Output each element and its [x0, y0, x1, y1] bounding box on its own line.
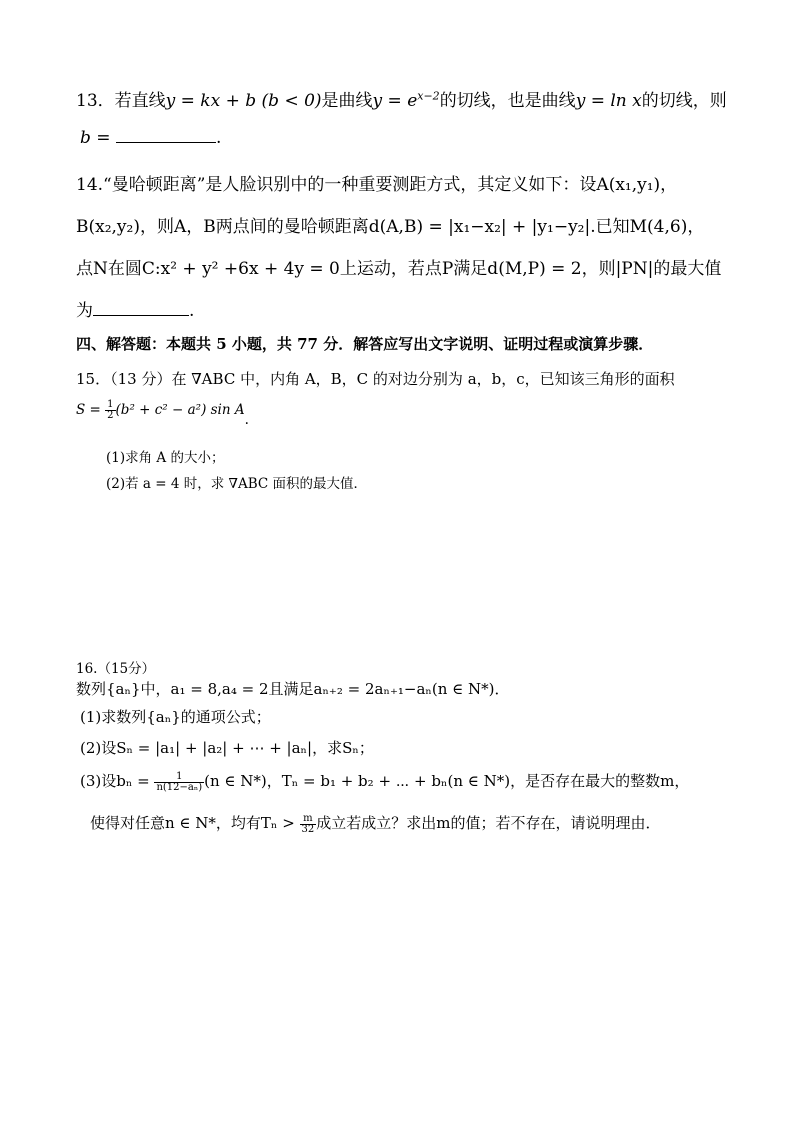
q16-part1: (1)求数列{aₙ}的通项公式； — [80, 708, 271, 726]
q16-header: 16.（15分） — [76, 661, 156, 677]
q13-line-expr: y = kx + b (b < 0) — [165, 91, 322, 111]
q14-answer-blank[interactable] — [93, 314, 189, 316]
q13-exp-sup: x−2 — [417, 89, 440, 103]
q14-line4 — [76, 296, 194, 321]
q13-line2 — [80, 128, 221, 148]
q16-part3-fraction — [154, 772, 204, 793]
q16-line1: 数列{aₙ}中，a₁ = 8,a₄ = 2且满足aₙ₊₂ = 2aₙ₊₁−aₙ(n ∈ N*)． — [76, 680, 510, 698]
q14-period: . — [189, 301, 195, 321]
q16-part3 — [80, 770, 689, 793]
q16-part3-frac-num: 1 — [154, 772, 204, 783]
q16-part3-frac-den: n(12−aₙ) — [156, 781, 203, 793]
q14-lead: 为 — [76, 301, 93, 321]
q16-part3-line2-frac-num: m — [300, 814, 317, 825]
q16-part3-line2-fraction — [300, 814, 317, 835]
q16-part3-tail: (n ∈ N*)，Tₙ = b₁ + b₂ + ⋯ + bₙ(n ∈ N*)，是否存在最大的整数m， — [204, 772, 690, 790]
q16-part3-line2-frac-den: 32 — [301, 823, 315, 835]
q13-exp-expr: y = e — [372, 91, 418, 111]
q16-part3-line2 — [90, 812, 661, 835]
q13-lead: 13．若直线 — [76, 91, 166, 111]
q15-formula — [76, 399, 249, 428]
q14-line2: B(x₂,y₂)，则A，B两点间的曼哈顿距离d(A,B) = |x₁−x₂| + |y₁−y₂|.已知M(4,6)， — [76, 217, 705, 237]
q13-period: . — [215, 128, 222, 148]
q13-mid2: 的切线，也是曲线 — [439, 91, 576, 111]
q14-line1: 14.“曼哈顿距离”是人脸识别中的一种重要测距方式，其定义如下：设A(x₁,y₁)， — [76, 175, 678, 195]
q15-formula-tail: (b² + c² − a²) sin A — [115, 402, 245, 418]
q16-part3-lead: (3)设bₙ = — [80, 772, 150, 790]
q14-line3: 点N在圆C:x² + y² +6x + 4y = 0上运动，若点P满足d(M,P) = 2，则|PN|的最大值 — [76, 259, 722, 279]
section-heading: 四、解答题：本题共 5 小题，共 77 分．解答应写出文字说明、证明过程或演算步骤． — [76, 335, 654, 353]
q16-part3-line2-tail: 成立若成立？求出m的值；若不存在，请说明理由． — [316, 814, 661, 832]
q13-line1 — [76, 86, 727, 111]
q15-line1: 15．（13 分）在 ∇ABC 中，内角 A，B，C 的对边分别为 a，b，c，已知该三角形的面积 — [76, 370, 675, 388]
q15-s-label: S = — [76, 402, 101, 418]
q13-tail: 的切线，则 — [641, 91, 727, 111]
q13-ln-expr: y = ln x — [575, 91, 642, 111]
q15-fraction — [105, 400, 115, 421]
q13-mid: 是曲线 — [321, 91, 373, 111]
q15-part2: (2)若 a = 4 时，求 ∇ABC 面积的最大值． — [106, 476, 367, 492]
q15-formula-end: . — [244, 412, 249, 428]
q15-part1: (1)求角 A 的大小； — [106, 450, 225, 466]
q15-frac-num: 1 — [107, 399, 114, 410]
q13-answer-blank[interactable] — [116, 141, 216, 143]
q15-frac-den: 2 — [107, 410, 114, 421]
q16-part3-line2-lead: 使得对任意n ∈ N*，均有Tₙ > — [90, 814, 295, 832]
q16-part2: (2)设Sₙ = |a₁| + |a₂| + ⋯ + |aₙ|，求Sₙ； — [80, 739, 374, 757]
q13-answer-label: b = — [80, 128, 111, 148]
